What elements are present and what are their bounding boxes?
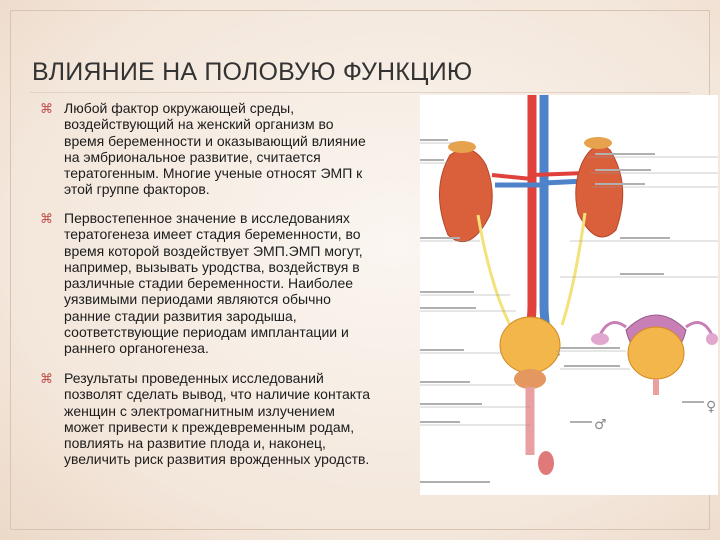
bullet-list <box>36 100 436 480</box>
adrenal-right <box>584 137 612 149</box>
bullet-text: Любой фактор окружающей среды, воздействующий на женский организм во время беременности и оказывающий влияние на эмбриональное развитие, считается тератогенным. Многие ученые относят ЭМП к этой группе факторов. <box>64 100 366 198</box>
vena-cava <box>544 95 556 357</box>
bullet-text: Первостепенное значение в исследованиях тератогенеза имеет стадия беременности, во время которой воздействует ЭМП.ЭМП могут, например, вызывать уродства, воздействуя в различные стадии беременности. Наиболее уязвимыми периодами являются обычно ранние стадии развития зародыша, соответствующие периодам имплантации и раннего органогенеза. <box>64 210 363 357</box>
prostate <box>514 369 546 389</box>
ureter-right <box>562 213 585 325</box>
bullet-item <box>36 100 436 210</box>
ovary-right <box>706 333 718 345</box>
urogenital-anatomy-figure <box>420 95 718 495</box>
bullet-item <box>36 370 436 480</box>
bullet-item <box>36 210 436 370</box>
renal-artery-left <box>492 175 532 179</box>
ovary-left <box>591 333 609 345</box>
aorta <box>520 95 532 355</box>
female-symbol-icon: ♀ <box>706 399 717 415</box>
testis <box>538 451 554 475</box>
male-symbol-icon: ♂ <box>594 417 607 433</box>
x-bullet-icon: ⌘ <box>40 211 53 226</box>
title-divider <box>30 92 690 93</box>
renal-artery-right <box>532 173 585 175</box>
slide-title: ВЛИЯНИЕ НА ПОЛОВУЮ ФУНКЦИЮ <box>32 58 473 86</box>
bladder-male <box>500 317 560 373</box>
anatomy-illustration <box>420 95 718 495</box>
x-bullet-icon: ⌘ <box>40 101 53 116</box>
x-bullet-icon: ⌘ <box>40 371 53 386</box>
bladder-female <box>628 327 684 379</box>
bullet-text: Результаты проведенных исследований позволят сделать вывод, что наличие контакта женщин с электромагнитным излучением может привести к преждевременным родам, повлиять на развитие плода и, наконец, увеличить риск развития врожденных уродств. <box>64 370 371 468</box>
ureter-left <box>478 215 510 325</box>
